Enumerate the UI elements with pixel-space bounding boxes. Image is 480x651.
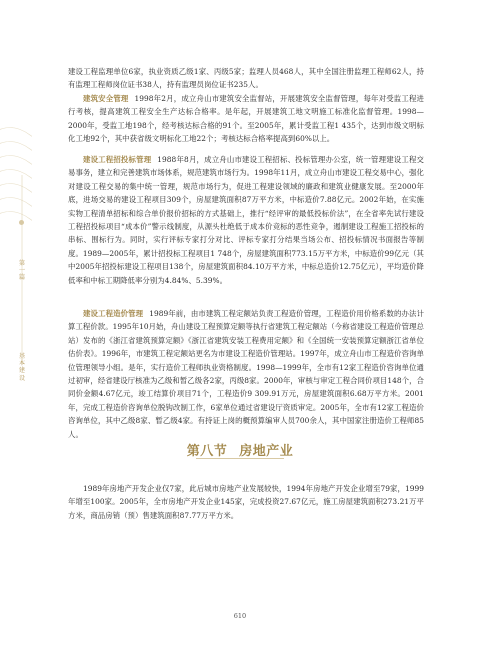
section-number: 第八节 xyxy=(186,444,228,459)
bidding-section xyxy=(68,153,424,287)
safety-paragraph xyxy=(68,92,424,146)
heading-underline xyxy=(196,458,284,459)
section-heading xyxy=(0,440,480,459)
safety-heading: 建筑安全管理 xyxy=(83,94,129,103)
realestate-section xyxy=(68,482,424,522)
intro-text: 建设工程监理单位6家，执业资质乙级1家、丙级5家；监理人员468人，其中全国注册监理工程师62人，持有监理工程师岗位证书38人，持有监理员岗位证书235人。 xyxy=(68,67,424,90)
bidding-text: 1988年8月，成立舟山市建设工程招标、投标管理办公室，统一管理建设工程交易事务，建立和完善建筑市场体系，规范建筑市场行为。1998年11月，成立舟山市建设工程交易中心，强化对建设工程交易的集中统一管理，规范市场行为，促进工程建设领域的廉政和建筑业健康发展。至2000年底，进场交易的建设工程项目309个，房屋建筑面积87万平方米，中标造价7.88亿元。2002年始，在实施实物工程清单招标和综合单价报价招标的方式基础上，推行“经评审的最低投标价法”，在全省率先试行建设工程招投标项目“成本价”警示线制度，从源头杜绝低于成本价竞标的恶性竞争，遏制建设工程施工招投标的串标、围标行为。同时，实行评标专家打分对比、评标专家打分结果当场公布、招投标情况书面报告等制度。1989—2005年，累计招投标工程项目1 748个，房屋建筑面积773.15万平方米，中标造价99亿元（其中2005年招投标建设工程项目138个，房屋建筑面积84.10万平方米，中标总造价12.75亿元），平均造价降低率和中标工期降低率分别为4.84%、5.39%。 xyxy=(68,155,424,285)
cost-paragraph xyxy=(68,307,424,441)
cost-text: 1989年前，由市建筑工程定额站负责工程造价管理，工程造价用价格系数的办法计算工程价款。1995年10月始，舟山建设工程预算定额等执行省建筑工程定额站（今称省建设工程造价管理总站）发布的《浙江省建筑预算定额》《浙江省建筑安装工程费用定额》和《全国统一安装预算定额浙江省单位估价表》。1996年，市建筑工程定额站更名为市建设工程造价管理站。1997年，成立舟山市工程造价咨询单位管理领导小组。是年，实行造价工程师执业资格制度。1998—1999年，全市有12家工程造价咨询单位通过初审，经省建设厅核准为乙级和暂乙级各2家，丙级8家。2000年，审核与审定工程合同价项目148个，合同价金额4.67亿元，竣工结算价项目71个，工程造价9 309.91万元，房屋建筑面积6.68万平方米。2001年，完成工程造价咨询单位脱钩改制工作，6家单位通过省建设厅资质审定。2005年，全市有12家工程造价咨询单位，其中乙级8家、暂乙级4家。有持证上岗的概预算编审人员700余人，其中国家注册造价工程师85人。 xyxy=(68,309,424,439)
bidding-heading: 建设工程招投标管理 xyxy=(83,155,152,164)
realestate-text: 1989年房地产开发企业仅7家，此后城市房地产业发展较快，1994年房地产开发企业增至79家，1999年增至100家。2005年，全市房地产开发企业145家，完成投资27.67亿元，施工房屋建筑面积273.21万平方米，商品房销（预）售建筑面积87.77万平方米。 xyxy=(68,484,424,520)
intro-paragraph xyxy=(68,65,424,92)
safety-section xyxy=(68,92,424,146)
cost-heading: 建设工程造价管理 xyxy=(83,309,144,318)
bidding-paragraph xyxy=(68,153,424,287)
safety-text: 1998年2月，成立舟山市建筑安全监督站，开展建筑安全监督管理，每年对受监工程进行考核，提高建筑工程安全生产达标合格率。是年起，开展建筑工地文明施工标准化监督管理。1998—2000年，受监工地198个，经考核达标合格的91个。至2005年，累计受监工程1 435个，达到市级文明标化工地92个，其中获省级文明标化工地22个；考核达标合格率提高到60%以上。 xyxy=(68,94,424,144)
margin-decoration xyxy=(0,115,32,382)
page-number: 610 xyxy=(233,612,247,620)
section-title: 房地产业 xyxy=(239,444,294,459)
pattern-decoration xyxy=(0,115,32,375)
part-title-label: 基本建设 xyxy=(18,353,26,382)
divider-dot xyxy=(19,220,24,225)
cost-section xyxy=(68,307,424,441)
part-label: 第一篇 xyxy=(18,260,26,282)
